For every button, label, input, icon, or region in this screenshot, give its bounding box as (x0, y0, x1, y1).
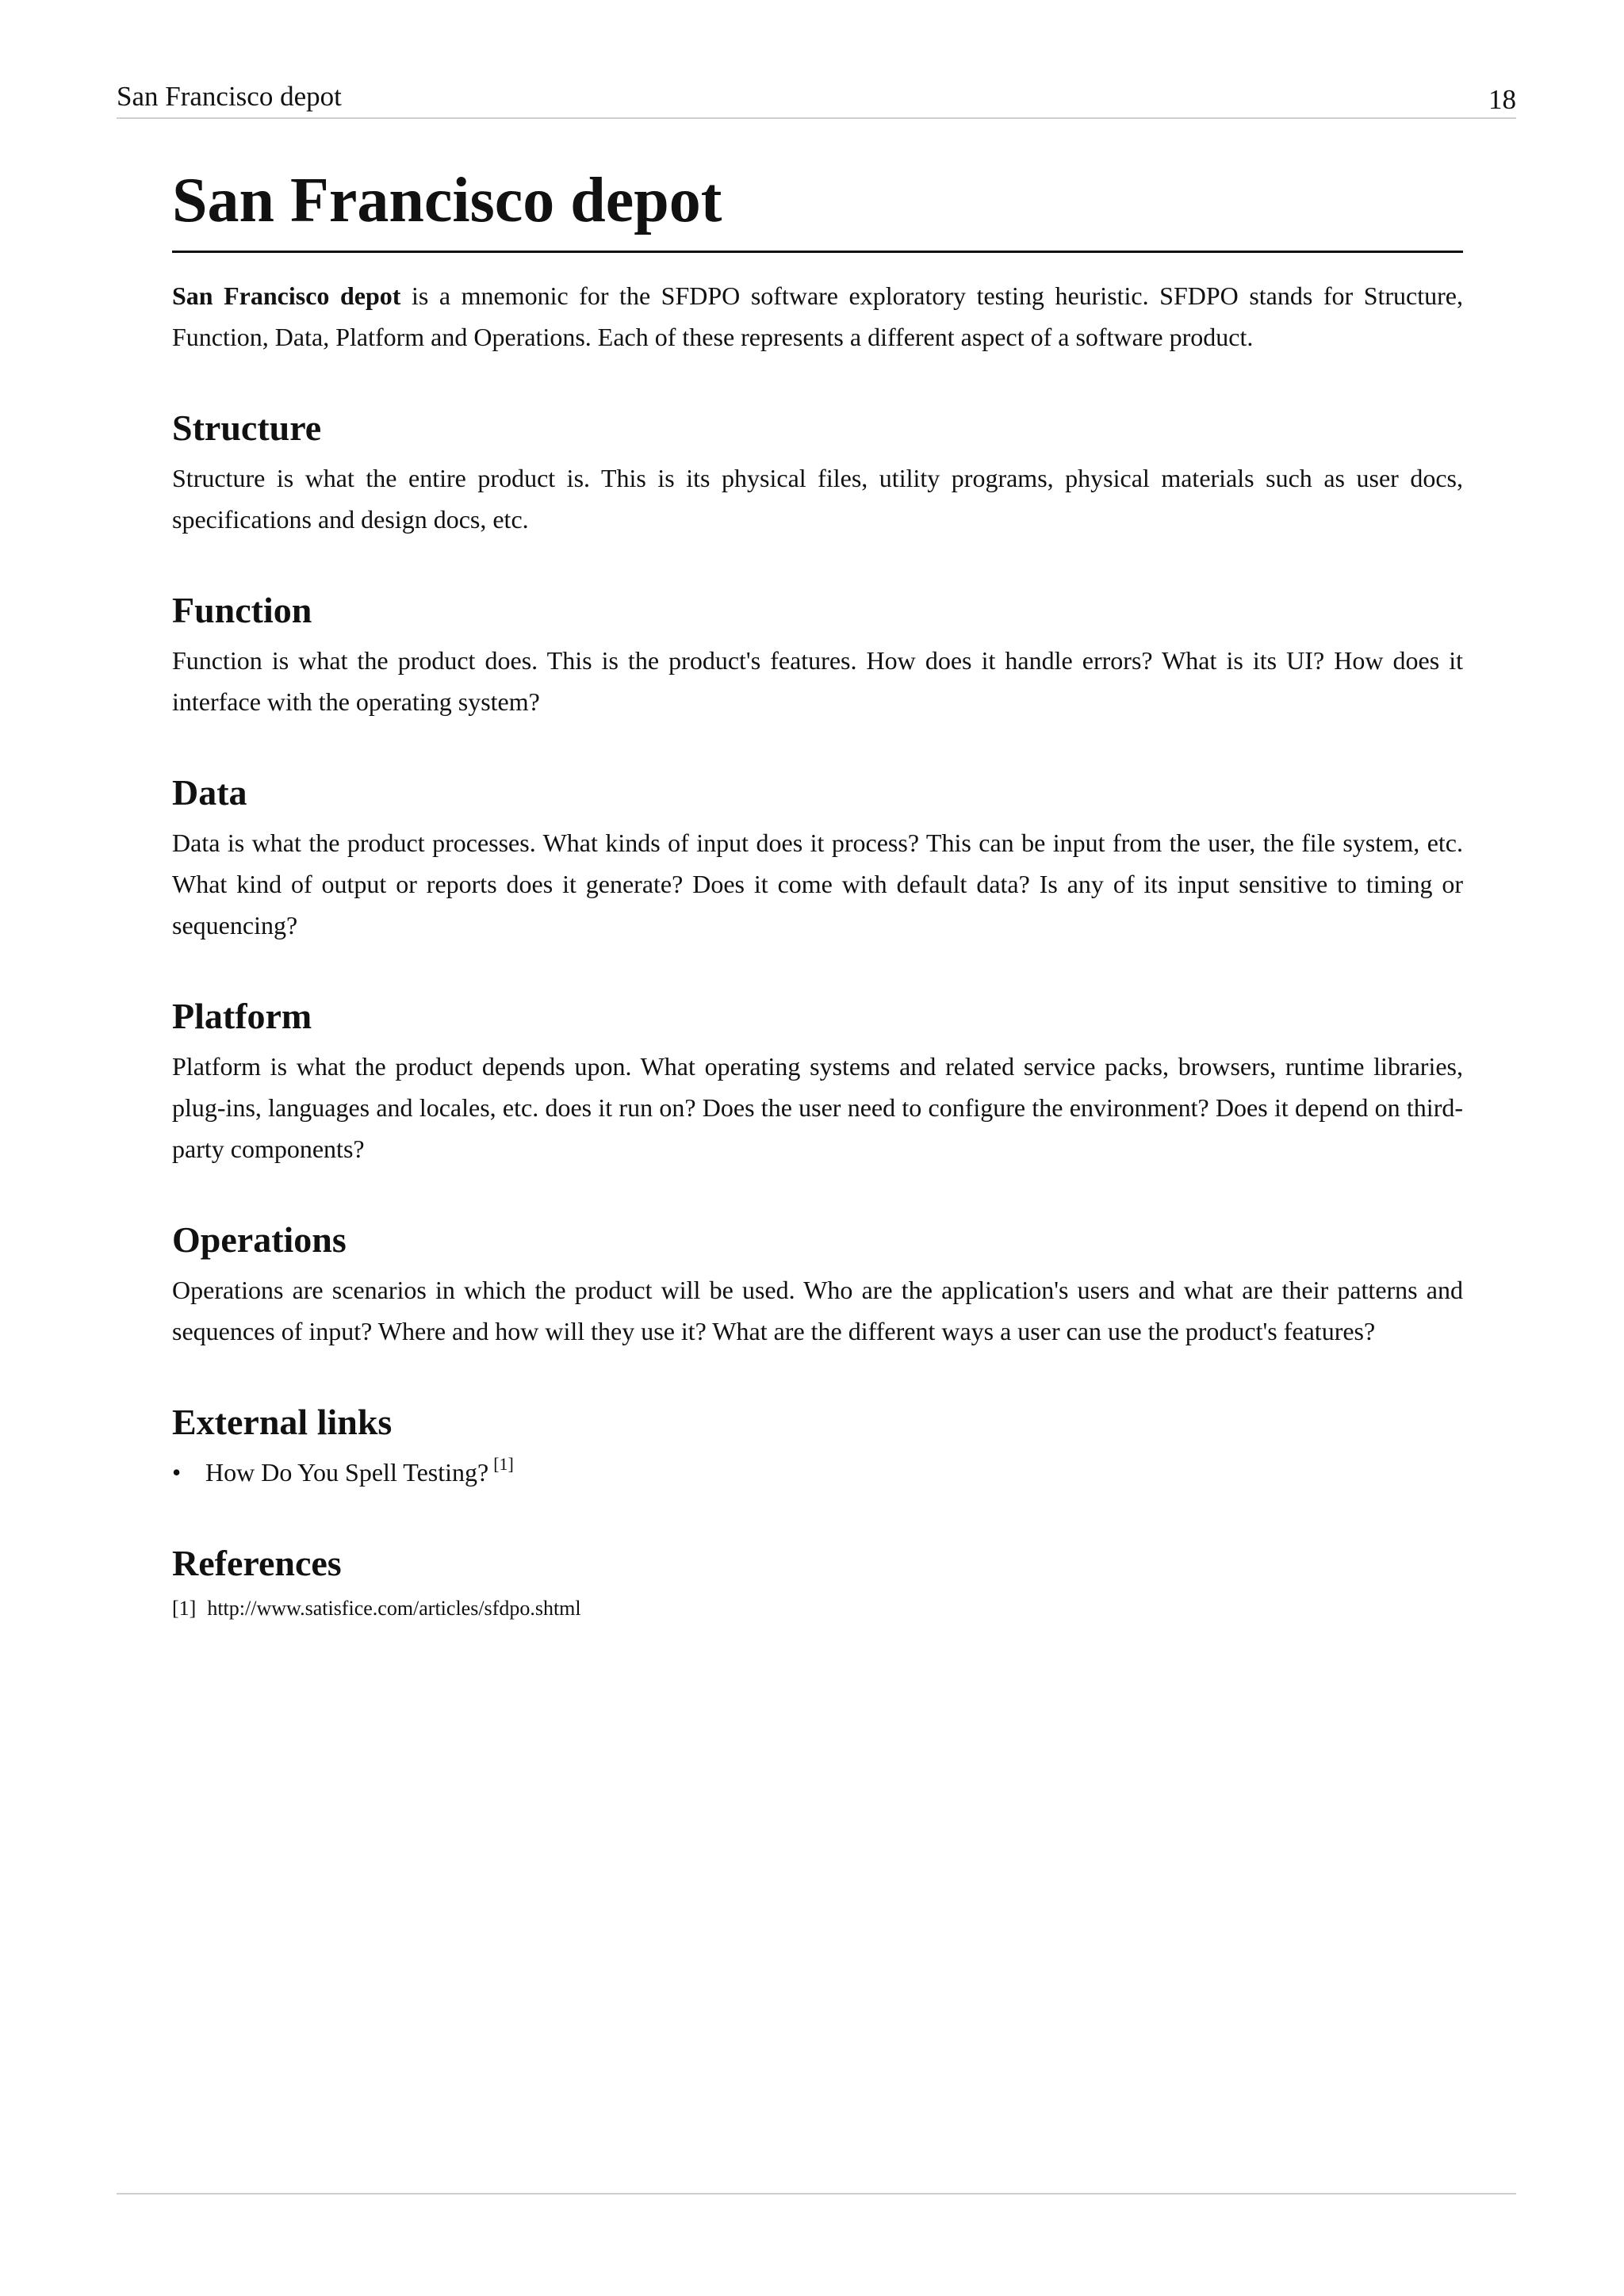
page-number: 18 (1488, 84, 1516, 115)
section-heading-function: Function (172, 590, 312, 630)
lead-text: is a mnemonic for the SFDPO software exploratory testing heuristic. SFDPO stands for Structure, Function, Data, Platform and Operations. Each of these represents a different aspect of a software product. (172, 281, 1464, 351)
running-title: San Francisco depot (117, 81, 342, 112)
footer-rule (117, 2193, 1516, 2195)
reference-url-link[interactable]: http://www.satisfice.com/articles/sfdpo.shtml (207, 1597, 581, 1620)
section-heading-platform: Platform (172, 996, 312, 1036)
external-links-list (172, 1452, 1463, 1493)
section-body-operations: Operations are scenarios in which the product will be used. Who are the application's users and what are their patterns and sequences of input? Where and how will they use it? What are the different ways a user can use the product's features? (172, 1276, 1463, 1345)
external-link-how-do-you-spell-testing[interactable]: How Do You Spell Testing? (205, 1458, 489, 1487)
section-heading-structure: Structure (172, 408, 322, 448)
section-body-data: Data is what the product processes. What kinds of input does it process? This can be input from the user, the file system, etc. What kind of output or reports does it generate? Does it come with default data? Is any of its input sensitive to timing or sequencing? (172, 828, 1463, 939)
section-body-platform: Platform is what the product depends upon. What operating systems and related service packs, browsers, runtime libraries, plug-ins, languages and locales, etc. does it run on? Does the user need to configure the environment? Does it depend on third-party components? (172, 1052, 1463, 1163)
section-body-structure: Structure is what the entire product is. This is its physical files, utility programs, physical materials such as user docs, specifications and design docs, etc. (172, 464, 1463, 534)
list-item (172, 1452, 1463, 1493)
bullet-icon: • (172, 1458, 182, 1487)
article-content (172, 159, 1463, 1624)
section-heading-external-links: External links (172, 1402, 393, 1442)
reference-item (172, 1593, 1463, 1624)
lead-term: San Francisco depot (172, 281, 401, 310)
reference-number: [1] (172, 1597, 197, 1620)
running-header (117, 78, 1516, 119)
section-heading-data: Data (172, 772, 247, 813)
lead-paragraph (172, 275, 1463, 358)
section-heading-operations: Operations (172, 1219, 347, 1260)
section-heading-references: References (172, 1543, 342, 1583)
footnote-ref-link[interactable]: [1] (493, 1454, 514, 1474)
section-body-function: Function is what the product does. This is the product's features. How does it handle errors? What is its UI? How does it interface with the operating system? (172, 646, 1463, 716)
article-title: San Francisco depot (172, 159, 1463, 253)
